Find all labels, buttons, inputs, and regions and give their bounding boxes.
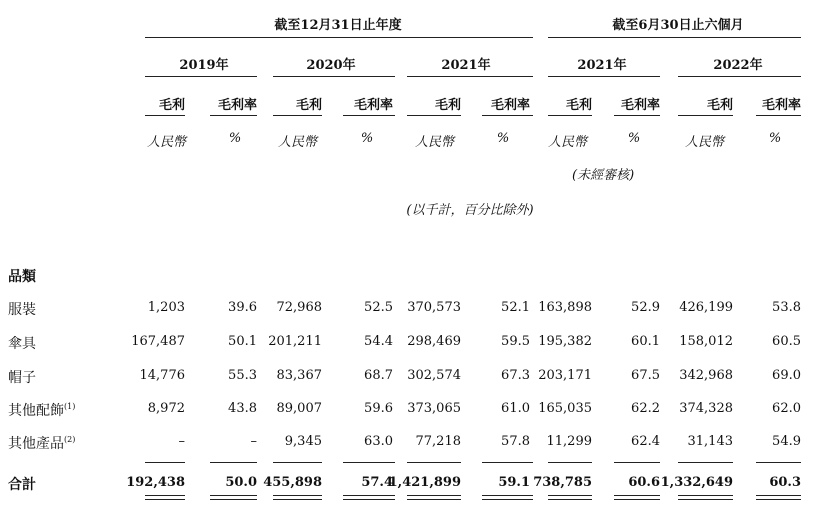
col-header-margin: 毛利率: [761, 98, 801, 113]
year-header-2019: 2019年: [179, 58, 229, 73]
row-label-text: 其他產品: [8, 436, 64, 452]
double-underline-segment: [343, 499, 395, 500]
cell-gross-profit: –: [178, 434, 185, 449]
double-underline-segment: [548, 495, 592, 496]
double-underline-segment: [482, 499, 533, 500]
row-label-text: 傘具: [8, 336, 36, 352]
double-underline-segment: [273, 495, 322, 496]
total-top-rule: [614, 462, 660, 463]
cell-margin: 54.4: [364, 334, 393, 349]
col-header-margin: 毛利率: [620, 98, 660, 113]
year-header-2021: 2021年: [441, 58, 491, 73]
total-gross-profit: 192,438: [126, 475, 185, 490]
cell-margin: 43.8: [228, 401, 257, 416]
unit-currency: 人民幣: [415, 135, 455, 150]
double-underline-segment: [407, 499, 461, 500]
double-underline-segment: [614, 495, 660, 496]
cell-margin: 60.5: [772, 334, 801, 349]
cell-gross-profit: 373,065: [407, 401, 461, 416]
row-label: [8, 400, 75, 420]
year-rule-2021-h1: [548, 76, 660, 77]
total-margin: 57.4: [361, 475, 393, 490]
double-underline-segment: [756, 495, 801, 496]
row-label: [8, 433, 75, 453]
cell-margin: 61.0: [501, 401, 530, 416]
cell-margin: 59.5: [501, 334, 530, 349]
double-underline-segment: [273, 499, 322, 500]
cell-margin: 52.9: [631, 300, 660, 315]
col-header-gross-profit: 毛利: [565, 98, 592, 113]
cell-gross-profit: 374,328: [679, 401, 733, 416]
col-header-gross-profit: 毛利: [295, 98, 322, 113]
year-header-2022-h1: 2022年: [713, 58, 763, 73]
double-underline-segment: [678, 499, 733, 500]
sub-rule: [614, 115, 660, 116]
total-top-rule: [678, 462, 733, 463]
total-label: 合計: [8, 477, 36, 493]
cell-gross-profit: 11,299: [546, 434, 592, 449]
cell-gross-profit: 302,574: [407, 368, 461, 383]
cell-margin: 63.0: [364, 434, 393, 449]
double-underline-segment: [407, 495, 461, 496]
sub-rule: [756, 115, 801, 116]
double-underline-segment: [482, 495, 533, 496]
thousands-note: (以千計，百分比除外): [406, 203, 534, 218]
section-label-category: 品類: [8, 269, 36, 285]
cell-gross-profit: 163,898: [538, 300, 592, 315]
cell-margin: 68.7: [364, 368, 393, 383]
unit-currency: 人民幣: [278, 135, 318, 150]
col-header-margin: 毛利率: [490, 98, 530, 113]
cell-margin: 57.8: [501, 434, 530, 449]
double-underline-segment: [548, 499, 592, 500]
col-header-gross-profit: 毛利: [434, 98, 461, 113]
unit-currency: 人民幣: [685, 135, 725, 150]
cell-gross-profit: 201,211: [268, 334, 322, 349]
cell-gross-profit: 77,218: [415, 434, 461, 449]
cell-margin: 54.9: [772, 434, 801, 449]
sub-rule: [548, 115, 592, 116]
double-underline-segment: [343, 495, 395, 496]
total-top-rule: [756, 462, 801, 463]
year-header-2020: 2020年: [306, 58, 356, 73]
unit-percent: %: [228, 131, 242, 146]
total-top-rule: [210, 462, 257, 463]
col-header-margin: 毛利率: [353, 98, 393, 113]
total-gross-profit: 1,421,899: [388, 475, 461, 490]
total-gross-profit: 455,898: [263, 475, 322, 490]
cell-gross-profit: 83,367: [276, 368, 322, 383]
cell-gross-profit: 31,143: [687, 434, 733, 449]
group-header-six-months: 截至6月30日止六個月: [612, 18, 744, 33]
cell-gross-profit: 203,171: [538, 368, 592, 383]
cell-margin: 50.1: [228, 334, 257, 349]
double-underline-segment: [678, 495, 733, 496]
double-underline-segment: [210, 499, 257, 500]
total-gross-profit: 738,785: [533, 475, 592, 490]
cell-gross-profit: 9,345: [284, 434, 322, 449]
cell-margin: 52.1: [501, 300, 530, 315]
sub-rule: [482, 115, 533, 116]
row-label-text: 服裝: [8, 302, 36, 318]
cell-gross-profit: 342,968: [679, 368, 733, 383]
sub-rule: [678, 115, 733, 116]
double-underline-segment: [614, 499, 660, 500]
cell-margin: 67.3: [501, 368, 530, 383]
cell-gross-profit: 72,968: [276, 300, 322, 315]
cell-margin: 60.1: [631, 334, 660, 349]
total-gross-profit: 1,332,649: [660, 475, 733, 490]
cell-margin: 39.6: [228, 300, 257, 315]
footnote-marker: (2): [64, 435, 76, 444]
cell-gross-profit: 165,035: [538, 401, 592, 416]
year-rule-2019: [145, 76, 257, 77]
cell-margin: 62.2: [631, 401, 660, 416]
cell-margin: 62.4: [631, 434, 660, 449]
cell-gross-profit: 195,382: [538, 334, 592, 349]
total-top-rule: [343, 462, 395, 463]
double-underline-segment: [756, 499, 801, 500]
sub-rule: [210, 115, 257, 116]
cell-margin: 62.0: [772, 401, 801, 416]
footnote-marker: (1): [64, 402, 76, 411]
year-rule-2021: [407, 76, 533, 77]
unit-currency: 人民幣: [548, 135, 588, 150]
sub-rule: [145, 115, 185, 116]
cell-gross-profit: 1,203: [147, 300, 185, 315]
cell-margin: 52.5: [364, 300, 393, 315]
double-underline-segment: [210, 495, 257, 496]
cell-gross-profit: 298,469: [407, 334, 461, 349]
row-label-text: 帽子: [8, 370, 36, 386]
total-top-rule: [407, 462, 461, 463]
cell-margin: 59.6: [364, 401, 393, 416]
row-label: [8, 333, 36, 353]
sub-rule: [273, 115, 322, 116]
cell-gross-profit: 89,007: [276, 401, 322, 416]
total-margin: 60.3: [769, 475, 801, 490]
cell-gross-profit: 8,972: [147, 401, 185, 416]
total-top-rule: [548, 462, 592, 463]
row-label-text: 其他配飾: [8, 403, 64, 419]
total-margin: 60.6: [628, 475, 660, 490]
group-header-year-ended: 截至12月31日止年度: [274, 18, 402, 33]
total-margin: 59.1: [498, 475, 530, 490]
cell-gross-profit: 14,776: [139, 368, 185, 383]
row-label: [8, 367, 36, 387]
group-rule-six-months: [548, 37, 801, 38]
cell-gross-profit: 167,487: [131, 334, 185, 349]
cell-margin: –: [250, 434, 257, 449]
cell-gross-profit: 158,012: [679, 334, 733, 349]
year-rule-2022-h1: [678, 76, 801, 77]
col-header-margin: 毛利率: [217, 98, 257, 113]
unit-percent: %: [496, 131, 510, 146]
year-header-2021-h1: 2021年: [577, 58, 627, 73]
cell-gross-profit: 426,199: [679, 300, 733, 315]
row-label: [8, 299, 36, 319]
unaudited-note: (未經審核): [572, 168, 635, 183]
unit-currency: 人民幣: [147, 135, 187, 150]
sub-rule: [407, 115, 461, 116]
cell-margin: 67.5: [631, 368, 660, 383]
total-margin: 50.0: [225, 475, 257, 490]
cell-margin: 53.8: [772, 300, 801, 315]
unit-percent: %: [627, 131, 641, 146]
unit-percent: %: [768, 131, 782, 146]
cell-margin: 55.3: [228, 368, 257, 383]
col-header-gross-profit: 毛利: [706, 98, 733, 113]
sub-rule: [343, 115, 395, 116]
cell-gross-profit: 370,573: [407, 300, 461, 315]
unit-percent: %: [360, 131, 374, 146]
total-top-rule: [145, 462, 185, 463]
double-underline-segment: [145, 499, 185, 500]
cell-margin: 69.0: [772, 368, 801, 383]
double-underline-segment: [145, 495, 185, 496]
year-rule-2020: [273, 76, 395, 77]
col-header-gross-profit: 毛利: [158, 98, 185, 113]
total-top-rule: [273, 462, 322, 463]
total-top-rule: [482, 462, 533, 463]
group-rule-year: [145, 37, 533, 38]
